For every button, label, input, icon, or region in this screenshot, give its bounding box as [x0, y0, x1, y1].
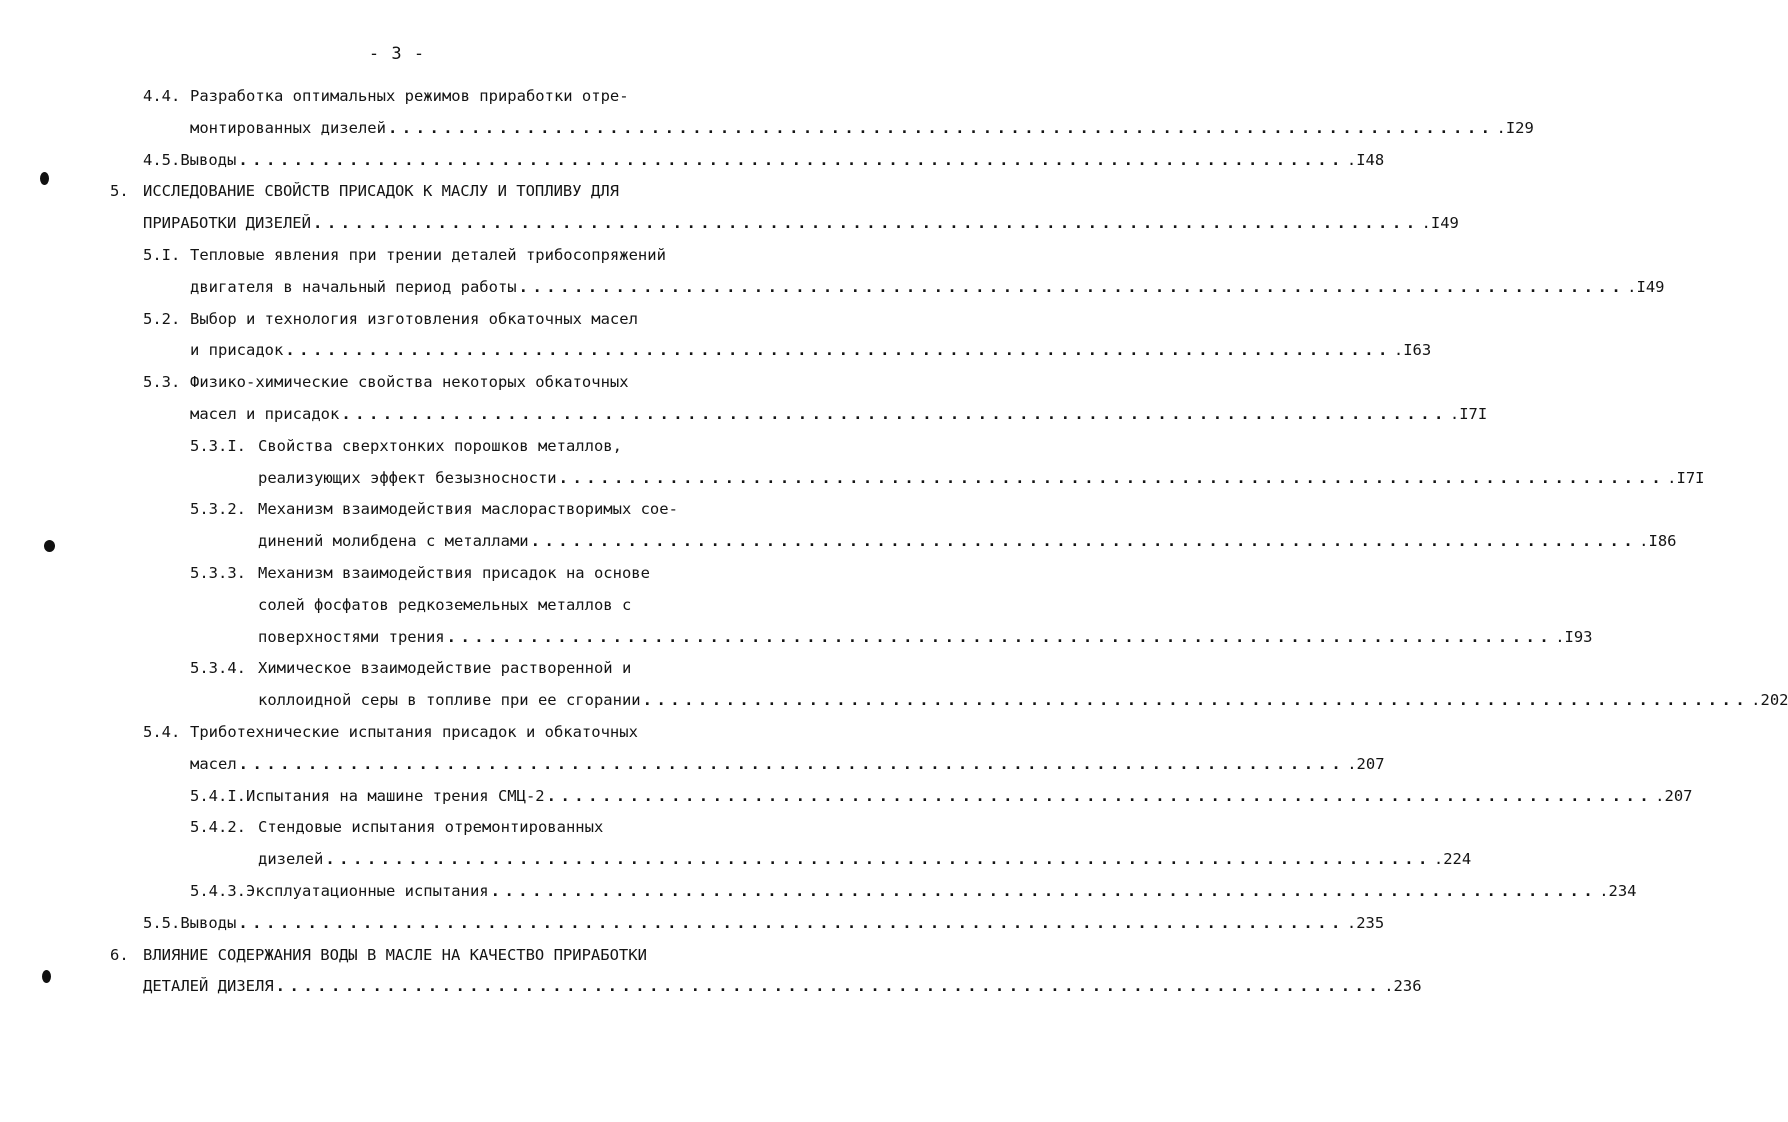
- toc-leader-dots: ................................................................................: [642, 691, 1750, 709]
- toc-entry-title: Тепловые явления при трении деталей трибосопряжений: [190, 246, 666, 264]
- toc-line: [143, 308, 638, 330]
- toc-entry-title: ВЛИЯНИЕ СОДЕРЖАНИЯ ВОДЫ В МАСЛЕ НА КАЧЕСТВО ПРИРАБОТКИ: [143, 946, 647, 964]
- toc-page-number: .I63: [1393, 341, 1432, 359]
- toc-line: [190, 435, 622, 457]
- toc-entry-title: Химическое взаимодействие растворенной и: [258, 659, 632, 677]
- toc-leader-dots: ................................................................................: [238, 914, 1345, 932]
- toc-entry-title: двигателя в начальный период работы: [190, 278, 517, 296]
- punch-mark: [44, 540, 55, 552]
- toc-page-number: .207: [1655, 787, 1693, 805]
- toc-entry-title: реализующих эффект безызносности: [258, 469, 557, 487]
- toc-entry-title: Триботехнические испытания присадок и обкаточных: [190, 723, 638, 741]
- toc-line: [190, 816, 603, 838]
- toc-entry-title: Свойства сверхтонких порошков металлов,: [258, 437, 622, 455]
- toc-line: [190, 339, 1432, 361]
- toc-page-number: .I49: [1421, 214, 1459, 232]
- toc-entry-number: 6.: [110, 946, 129, 964]
- page-number: - 3 -: [368, 44, 426, 64]
- toc-line: [190, 117, 1534, 139]
- toc-line: [258, 467, 1705, 489]
- toc-entry-title: Механизм взаимодействия маслорастворимых сое-: [258, 500, 678, 518]
- toc-line: [190, 276, 1665, 298]
- toc-entry-title: коллоидной серы в топливе при ее сгорании: [258, 691, 641, 709]
- toc-entry-title: Механизм взаимодействия присадок на основе: [258, 564, 650, 582]
- toc-line: [110, 944, 647, 966]
- toc-line: [143, 975, 1422, 997]
- toc-entry-title: Физико-химические свойства некоторых обкаточных: [190, 373, 629, 391]
- toc-entry-number: 5.4.3.: [190, 882, 246, 900]
- toc-line: [190, 785, 1693, 807]
- toc-leader-dots: ................................................................................: [341, 405, 1448, 423]
- toc-line: [143, 244, 666, 266]
- toc-entry-number: 5.3.2.: [190, 500, 246, 518]
- toc-entry-number: 5.: [110, 182, 129, 200]
- toc-entry-number: 5.5.: [143, 914, 181, 932]
- toc-leader-dots: ................................................................................: [558, 469, 1666, 487]
- punch-mark: [42, 970, 51, 983]
- toc-entry-title: поверхностями трения: [258, 628, 445, 646]
- toc-entry-number: 5.3.: [143, 373, 181, 391]
- toc-entry-title: и присадок: [190, 341, 284, 359]
- toc-entry-number: 5.4.: [143, 723, 181, 741]
- toc-leader-dots: ................................................................................: [546, 787, 1654, 805]
- toc-line: [258, 848, 1472, 870]
- toc-line: [258, 594, 631, 616]
- toc-line: [143, 912, 1385, 934]
- toc-line: [143, 85, 629, 107]
- toc-entry-title: масел и присадок: [190, 405, 340, 423]
- toc-entry-title: Испытания на машине трения СМЦ-2: [246, 787, 545, 805]
- toc-leader-dots: ................................................................................: [238, 151, 1345, 169]
- toc-line: [190, 403, 1488, 425]
- toc-entry-title: динений молибдена с металлами: [258, 532, 529, 550]
- toc-leader-dots: ................................................................................: [285, 341, 1392, 359]
- toc-leader-dots: ................................................................................: [530, 532, 1638, 550]
- toc-entry-title: ИССЛЕДОВАНИЕ СВОЙСТВ ПРИСАДОК К МАСЛУ И ТОПЛИВУ ДЛЯ: [143, 182, 619, 200]
- toc-line: [143, 371, 629, 393]
- toc-line: [110, 180, 619, 202]
- toc-entry-number: 5.3.4.: [190, 659, 246, 677]
- toc-line: [190, 753, 1385, 775]
- toc-line: [190, 657, 631, 679]
- toc-entry-number: 5.3.I.: [190, 437, 246, 455]
- toc-page-number: .202: [1751, 691, 1788, 709]
- toc-leader-dots: ................................................................................: [490, 882, 1598, 900]
- toc-entry-title: ПРИРАБОТКИ ДИЗЕЛЕЙ: [143, 214, 311, 232]
- toc-page-number: .I49: [1627, 278, 1665, 296]
- toc-leader-dots: ................................................................................: [275, 977, 1383, 995]
- toc-entry-title: монтированных дизелей: [190, 119, 386, 137]
- toc-leader-dots: ................................................................................: [238, 755, 1346, 773]
- toc-entry-title: Выводы: [180, 914, 237, 932]
- toc-entry-title: дизелей: [258, 850, 324, 868]
- toc-entry-title: Выводы: [180, 151, 237, 169]
- toc-page-number: .207: [1347, 755, 1385, 773]
- punch-mark: [40, 172, 49, 185]
- toc-entry-number: 5.I.: [143, 246, 181, 264]
- toc-entry-number: 5.2.: [143, 310, 181, 328]
- toc-line: [190, 880, 1637, 902]
- toc-entry-title: солей фосфатов редкоземельных металлов с: [258, 596, 632, 614]
- toc-page-number: .224: [1433, 850, 1472, 868]
- toc-page-number: .I7I: [1667, 469, 1705, 487]
- toc-page-number: .I7I: [1449, 405, 1488, 423]
- toc-entry-number: 5.3.3.: [190, 564, 246, 582]
- toc-entry-number: 4.4.: [143, 87, 181, 105]
- toc-line: [143, 149, 1385, 171]
- toc-leader-dots: ................................................................................: [312, 214, 1420, 232]
- toc-entry-title: Эксплуатационные испытания: [246, 882, 489, 900]
- toc-line: [190, 498, 678, 520]
- toc-line: [258, 689, 1788, 711]
- toc-line: [143, 212, 1459, 234]
- toc-page-number: .235: [1346, 914, 1385, 932]
- toc-leader-dots: ................................................................................: [446, 628, 1554, 646]
- toc-page-number: .I86: [1639, 532, 1677, 550]
- toc-line: [258, 626, 1593, 648]
- toc-page-number: .I48: [1346, 151, 1385, 169]
- toc-entry-title: Выбор и технология изготовления обкаточных масел: [190, 310, 638, 328]
- toc-page-number: .236: [1384, 977, 1422, 995]
- toc-entry-number: 5.4.2.: [190, 818, 246, 836]
- toc-entry-title: ДЕТАЛЕЙ ДИЗЕЛЯ: [143, 977, 274, 995]
- toc-entry-number: 5.4.I.: [190, 787, 246, 805]
- toc-entry-title: масел: [190, 755, 237, 773]
- toc-entry-title: Стендовые испытания отремонтированных: [258, 818, 604, 836]
- toc-leader-dots: ................................................................................: [518, 278, 1626, 296]
- toc-entry-number: 4.5.: [143, 151, 181, 169]
- toc-entry-title: Разработка оптимальных режимов приработки отре-: [190, 87, 629, 105]
- toc-line: [143, 721, 638, 743]
- toc-line: [190, 562, 650, 584]
- toc-page-number: .I29: [1496, 119, 1534, 137]
- toc-leader-dots: ................................................................................: [325, 850, 1432, 868]
- toc-line: [258, 530, 1677, 552]
- toc-page-number: .I93: [1555, 628, 1593, 646]
- toc-page-number: .234: [1599, 882, 1637, 900]
- toc-leader-dots: ................................................................................: [387, 119, 1495, 137]
